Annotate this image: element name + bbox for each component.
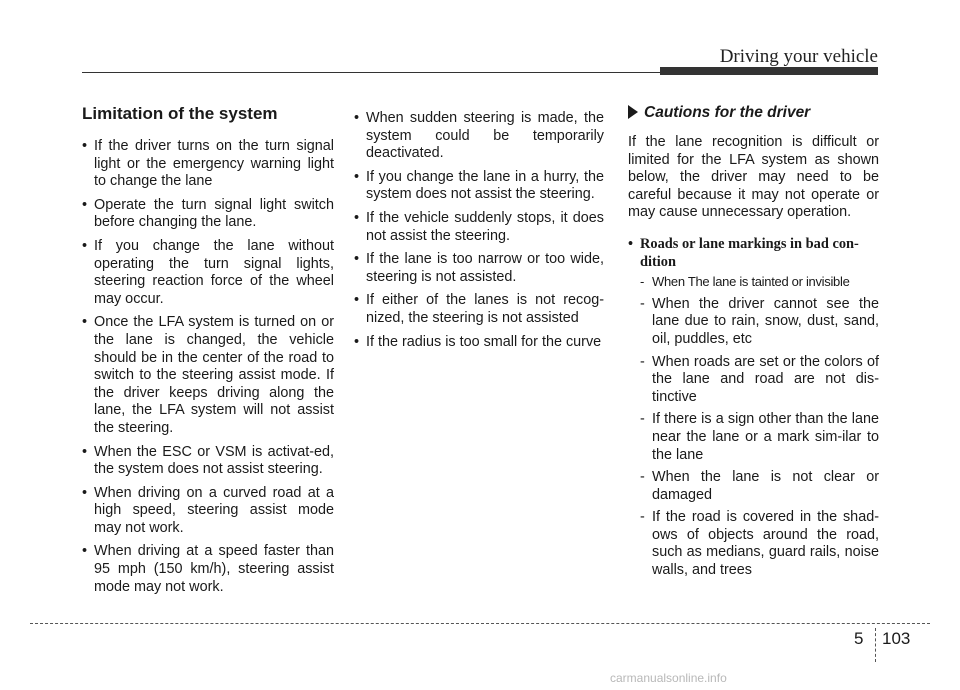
sub-heading: • Roads or lane markings in bad con-dition bbox=[628, 235, 859, 270]
section-header-title: Driving your vehicle bbox=[719, 46, 878, 67]
header-rule-bar bbox=[660, 67, 878, 75]
list-item: • If either of the lanes is not recog-nized, the steering is not assisted bbox=[354, 292, 604, 326]
list-item: • When the ESC or VSM is activat-ed, the system does not assist steering. bbox=[82, 443, 334, 478]
list-item: - When the driver cannot see the lane due to rain, snow, dust, sand, oil, puddles, etc bbox=[640, 295, 879, 347]
page-number: 103 bbox=[882, 629, 911, 648]
limitation-list bbox=[82, 138, 334, 596]
list-item: • If the vehicle suddenly stops, it does not assist the steering. bbox=[354, 209, 604, 244]
list-item: • When driving at a speed faster than 95 mph (150 km/h), steering assist mode may not work. bbox=[82, 543, 334, 595]
caution-intro: If the lane recognition is difficult or limited for the LFA system as shown below, the driver may need to be careful because it may not operate or may cause unnecessary operation. bbox=[628, 134, 879, 221]
list-item: • If you change the lane without operating the turn signal lights, steering reaction force of the wheel may occur. bbox=[82, 237, 334, 307]
header-rule bbox=[82, 72, 742, 73]
footer-rule bbox=[30, 623, 930, 624]
triangle-marker-icon bbox=[628, 105, 638, 119]
column-middle bbox=[354, 110, 604, 357]
watermark: carmanualsonline.info bbox=[610, 671, 727, 685]
column-right bbox=[628, 104, 879, 585]
section-title: Limitation of the system bbox=[82, 104, 278, 123]
list-item: • If you change the lane in a hurry, the system does not assist the steering. bbox=[354, 168, 604, 203]
list-item: • Once the LFA system is turned on or the lane is changed, the vehicle should be in the center of the road to switch to the steering assist mode. If the driver keeps driving along the lane, the LFA system will not assist the steering. bbox=[82, 314, 334, 436]
list-item: • When driving on a curved road at a high speed, steering assist mode may not work. bbox=[82, 484, 334, 536]
column-left bbox=[82, 104, 334, 602]
list-item: • If the lane is too narrow or too wide, steering is not assisted. bbox=[354, 251, 604, 285]
list-item: - When roads are set or the colors of the lane and road are not dis-tinctive bbox=[640, 353, 879, 405]
list-item: - If there is a sign other than the lane near the lane or a mark sim-ilar to the lane bbox=[640, 411, 879, 463]
list-item: - When the lane is not clear or damaged bbox=[640, 469, 879, 503]
condition-list bbox=[628, 273, 879, 580]
list-item: - When The lane is tainted or invisible bbox=[640, 274, 850, 290]
chapter-number: 5 bbox=[854, 629, 864, 648]
limitation-list-continued bbox=[354, 110, 604, 351]
list-item: • If the driver turns on the turn signal light or the emergency warning light to change the lane bbox=[82, 138, 334, 190]
caution-heading: Cautions for the driver bbox=[628, 104, 879, 122]
list-item: • When sudden steering is made, the system could be temporarily deactivated. bbox=[354, 110, 604, 162]
list-item: • If the radius is too small for the curve bbox=[354, 333, 602, 350]
list-item: • Operate the turn signal light switch before changing the lane. bbox=[82, 196, 334, 231]
list-item: - If the road is covered in the shad-ows of objects around the road, such as medians, guard rails, noise walls, and trees bbox=[640, 509, 879, 579]
page-number-separator bbox=[875, 628, 876, 662]
